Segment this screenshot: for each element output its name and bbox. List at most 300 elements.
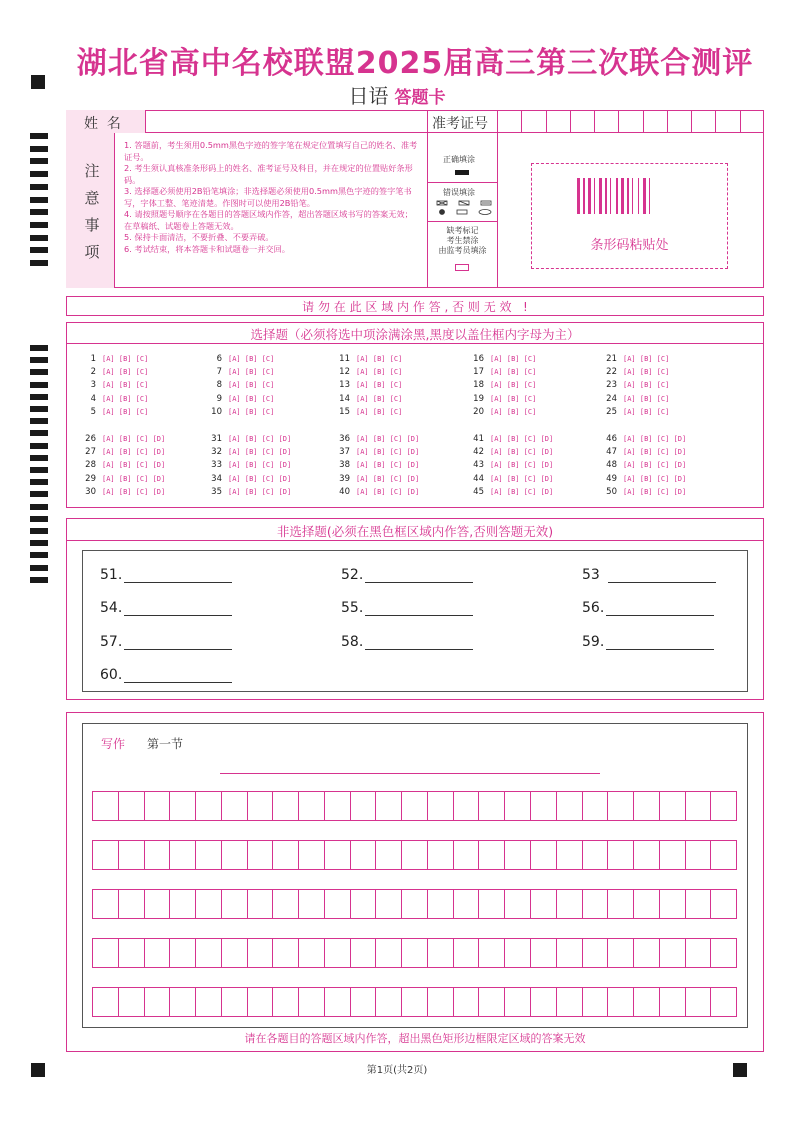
grid-cell[interactable] (454, 890, 480, 918)
grid-cell[interactable] (402, 841, 428, 869)
choice-question[interactable] (82, 460, 165, 470)
grid-cell[interactable] (531, 890, 557, 918)
answer-options[interactable]: [A] [B] [C] (356, 407, 403, 416)
grid-cell[interactable] (454, 988, 480, 1016)
grid-cell[interactable] (351, 841, 377, 869)
ticket-digit-box[interactable] (692, 110, 716, 133)
grid-cell[interactable] (686, 988, 712, 1016)
choice-question[interactable] (336, 367, 402, 377)
answer-options[interactable]: [A] [B] [C] (490, 381, 537, 390)
grid-cell[interactable] (93, 939, 119, 967)
answer-options[interactable]: [A] [B] [C] [D] (623, 487, 687, 496)
choice-question[interactable] (603, 380, 669, 390)
answer-options[interactable]: [A] [B] [C] (228, 355, 275, 363)
grid-cell[interactable] (145, 988, 171, 1016)
fill-item[interactable] (341, 567, 473, 583)
grid-cell[interactable] (196, 988, 222, 1016)
choice-question[interactable] (470, 354, 536, 364)
grid-cell[interactable] (376, 988, 402, 1016)
answer-options[interactable]: [A] [B] [C] (102, 381, 149, 390)
grid-cell[interactable] (557, 841, 583, 869)
answer-options[interactable]: [A] [B] [C] [D] (102, 474, 166, 483)
timing-mark (30, 247, 48, 253)
grid-cell[interactable] (608, 939, 634, 967)
fill-item[interactable] (582, 634, 714, 650)
answer-options[interactable]: [A] [B] [C] (356, 381, 403, 390)
grid-cell[interactable] (479, 988, 505, 1016)
name-field[interactable] (147, 111, 427, 132)
ticket-digit-box[interactable] (716, 110, 740, 133)
grid-cell[interactable] (479, 841, 505, 869)
choice-question[interactable] (603, 354, 669, 364)
grid-cell[interactable] (222, 890, 248, 918)
answer-options[interactable]: [A] [B] [C] (102, 368, 149, 377)
choice-question[interactable] (470, 460, 553, 470)
timing-mark (30, 133, 48, 139)
answer-options[interactable]: [A] [B] [C] [D] (228, 487, 292, 496)
grid-cell[interactable] (428, 792, 454, 820)
choice-question[interactable] (82, 474, 165, 484)
question-number: 21 (606, 354, 617, 364)
question-number: 6 (216, 354, 222, 364)
grid-cell[interactable] (583, 841, 609, 869)
answer-options[interactable]: [A] [B] [C] [D] (228, 435, 292, 443)
fill-item[interactable] (100, 634, 232, 650)
grid-cell[interactable] (299, 939, 325, 967)
choice-question[interactable] (470, 474, 553, 484)
grid-cell[interactable] (145, 841, 171, 869)
timing-mark (30, 406, 48, 412)
question-number: 3 (90, 380, 96, 391)
choice-question[interactable] (603, 407, 669, 417)
timing-mark (30, 171, 48, 177)
grid-cell[interactable] (634, 841, 660, 869)
ticket-digit-box[interactable] (498, 110, 522, 133)
fill-item[interactable] (341, 600, 473, 616)
choice-question[interactable] (603, 487, 686, 497)
grid-cell[interactable] (428, 841, 454, 869)
grid-cell[interactable] (428, 988, 454, 1016)
answer-options[interactable]: [A] [B] [C] (490, 355, 537, 363)
grid-cell[interactable] (119, 939, 145, 967)
absent-checkbox[interactable] (455, 264, 469, 271)
grid-cell[interactable] (454, 841, 480, 869)
grid-cell[interactable] (196, 939, 222, 967)
answer-options[interactable]: [A] [B] [C] [D] (490, 435, 554, 443)
grid-cell[interactable] (119, 841, 145, 869)
choice-question[interactable] (603, 474, 686, 484)
timing-mark (30, 565, 48, 571)
grid-cell[interactable] (531, 939, 557, 967)
grid-cell[interactable] (273, 792, 299, 820)
grid-cell[interactable] (325, 792, 351, 820)
ticket-digit-box[interactable] (522, 110, 546, 133)
question-number: 40 (339, 486, 350, 497)
fill-item-line[interactable] (124, 570, 232, 583)
grid-cell[interactable] (583, 988, 609, 1016)
grid-cell[interactable] (686, 939, 712, 967)
nonchoice-title: 非选择题(必须在黑色框区域内作答,否则答题无效) (276, 524, 554, 539)
choice-question[interactable] (208, 367, 274, 377)
grid-row[interactable] (92, 938, 737, 968)
choice-question[interactable] (82, 380, 148, 390)
ticket-boxes[interactable] (498, 110, 764, 133)
choice-question[interactable] (336, 394, 402, 404)
grid-cell[interactable] (402, 792, 428, 820)
grid-cell[interactable] (505, 988, 531, 1016)
grid-cell[interactable] (222, 988, 248, 1016)
grid-cell[interactable] (686, 792, 712, 820)
choice-question[interactable] (603, 367, 669, 377)
grid-cell[interactable] (660, 890, 686, 918)
notice-label-char: 意 (84, 189, 100, 207)
fill-item-line[interactable] (124, 637, 232, 650)
choice-question[interactable] (603, 447, 686, 457)
grid-cell[interactable] (608, 890, 634, 918)
choice-question[interactable] (470, 367, 536, 377)
grid-cell[interactable] (170, 988, 196, 1016)
grid-cell[interactable] (608, 988, 634, 1016)
grid-cell[interactable] (686, 841, 712, 869)
grid-cell[interactable] (660, 988, 686, 1016)
fill-item-line[interactable] (124, 603, 232, 616)
grid-cell[interactable] (170, 939, 196, 967)
answer-options[interactable]: [A] [B] [C] [D] (228, 448, 292, 457)
grid-cell[interactable] (608, 792, 634, 820)
question-number: 42 (473, 447, 484, 458)
grid-cell[interactable] (428, 939, 454, 967)
choice-question[interactable] (336, 487, 419, 497)
grid-cell[interactable] (505, 792, 531, 820)
grid-cell[interactable] (196, 890, 222, 918)
grid-cell[interactable] (711, 792, 736, 820)
fill-item[interactable] (100, 600, 232, 616)
choice-question[interactable] (336, 407, 402, 417)
ticket-digit-box[interactable] (547, 110, 571, 133)
question-number: 20 (473, 406, 484, 417)
answer-options[interactable]: [A] [B] [C] [D] (623, 448, 687, 457)
fill-item-line[interactable] (365, 570, 473, 583)
grid-cell[interactable] (273, 939, 299, 967)
choice-question[interactable] (208, 460, 291, 470)
ticket-label: 准考证号 (432, 116, 488, 132)
grid-cell[interactable] (273, 988, 299, 1016)
choice-question[interactable] (208, 407, 274, 417)
choice-question[interactable] (208, 380, 274, 390)
grid-cell[interactable] (93, 890, 119, 918)
answer-options[interactable]: [A] [B] [C] [D] (228, 474, 292, 483)
grid-cell[interactable] (93, 841, 119, 869)
answer-options[interactable]: [A] [B] [C] [D] (490, 448, 554, 457)
grid-cell[interactable] (93, 988, 119, 1016)
writing-title-line[interactable] (220, 773, 600, 774)
notice-item: 3. 选择题必须使用2B铅笔填涂；非选择题必须使用0.5mm黑色字迹的签字笔书写，字体工整、笔迹清楚。作图时可以使用2B铅笔。 (124, 186, 412, 208)
grid-cell[interactable] (402, 988, 428, 1016)
grid-cell[interactable] (454, 792, 480, 820)
grid-cell[interactable] (351, 792, 377, 820)
grid-cell[interactable] (299, 792, 325, 820)
grid-cell[interactable] (376, 890, 402, 918)
ticket-digit-box[interactable] (571, 110, 595, 133)
fill-item[interactable] (582, 600, 714, 616)
answer-options[interactable]: [A] [B] [C] (102, 407, 149, 416)
grid-cell[interactable] (145, 890, 171, 918)
fill-item[interactable] (341, 634, 473, 650)
choice-question[interactable] (208, 394, 274, 404)
fill-item-number: 57. (100, 634, 123, 650)
answer-options[interactable]: [A] [B] [C] (490, 368, 537, 377)
grid-cell[interactable] (222, 939, 248, 967)
grid-cell[interactable] (222, 841, 248, 869)
choice-question[interactable] (82, 487, 165, 497)
grid-cell[interactable] (196, 841, 222, 869)
grid-cell[interactable] (325, 890, 351, 918)
fill-item[interactable] (100, 567, 232, 583)
choice-question[interactable] (470, 380, 536, 390)
grid-cell[interactable] (634, 890, 660, 918)
grid-cell[interactable] (557, 890, 583, 918)
grid-row[interactable] (92, 987, 737, 1017)
grid-cell[interactable] (711, 939, 736, 967)
answer-options[interactable]: [A] [B] [C] (356, 368, 403, 377)
ticket-digit-box[interactable] (644, 110, 668, 133)
choice-question[interactable] (470, 447, 553, 457)
answer-options[interactable]: [A] [B] [C] (102, 355, 149, 363)
fill-item-line[interactable] (124, 670, 232, 683)
fill-item-line[interactable] (606, 603, 714, 616)
choice-question[interactable] (82, 407, 148, 417)
grid-cell[interactable] (557, 939, 583, 967)
answer-options[interactable]: [A] [B] [C] (490, 407, 537, 416)
grid-cell[interactable] (376, 939, 402, 967)
choice-question[interactable] (336, 447, 419, 457)
answer-options[interactable]: [A] [B] [C] [D] (102, 448, 166, 457)
grid-cell[interactable] (660, 792, 686, 820)
answer-options[interactable]: [A] [B] [C] [D] (623, 461, 687, 470)
grid-cell[interactable] (351, 939, 377, 967)
question-number: 27 (85, 447, 96, 458)
fill-item-line[interactable] (606, 637, 714, 650)
grid-cell[interactable] (531, 988, 557, 1016)
grid-cell[interactable] (608, 841, 634, 869)
grid-cell[interactable] (686, 890, 712, 918)
choice-question[interactable] (470, 434, 553, 444)
grid-cell[interactable] (505, 939, 531, 967)
grid-cell[interactable] (93, 792, 119, 820)
barcode-bar (621, 178, 624, 214)
fill-item[interactable] (582, 567, 716, 583)
answer-options[interactable]: [A] [B] [C] [D] (356, 474, 420, 483)
grid-row[interactable] (92, 791, 737, 821)
answer-options[interactable]: [A] [B] [C] [D] (490, 474, 554, 483)
grid-cell[interactable] (634, 939, 660, 967)
choice-question[interactable] (208, 487, 291, 497)
answer-options[interactable]: [A] [B] [C] [D] (356, 461, 420, 470)
answer-options[interactable]: [A] [B] [C] (228, 394, 275, 403)
grid-cell[interactable] (531, 792, 557, 820)
notice-label-char: 事 (84, 216, 100, 234)
grid-cell[interactable] (351, 890, 377, 918)
answer-options[interactable]: [A] [B] [C] (228, 368, 275, 377)
grid-cell[interactable] (170, 890, 196, 918)
grid-cell[interactable] (325, 939, 351, 967)
answer-options[interactable]: [A] [B] [C] [D] (490, 461, 554, 470)
question-number: 25 (606, 406, 617, 417)
answer-options[interactable]: [A] [B] [C] (623, 381, 670, 390)
barcode-bar (599, 178, 602, 214)
grid-cell[interactable] (119, 792, 145, 820)
grid-cell[interactable] (479, 792, 505, 820)
grid-cell[interactable] (170, 841, 196, 869)
choice-question[interactable] (82, 367, 148, 377)
grid-cell[interactable] (376, 841, 402, 869)
grid-cell[interactable] (634, 792, 660, 820)
question-number: 50 (606, 486, 617, 497)
choice-question[interactable] (336, 460, 419, 470)
grid-cell[interactable] (583, 890, 609, 918)
notice-label-char: 注 (84, 162, 100, 180)
grid-cell[interactable] (196, 792, 222, 820)
choice-question[interactable] (208, 447, 291, 457)
answer-options[interactable]: [A] [B] [C] [D] (356, 487, 420, 496)
answer-options[interactable]: [A] [B] [C] [D] (102, 487, 166, 496)
grid-cell[interactable] (222, 792, 248, 820)
grid-cell[interactable] (145, 939, 171, 967)
answer-options[interactable]: [A] [B] [C] (623, 407, 670, 416)
grid-cell[interactable] (557, 792, 583, 820)
grid-cell[interactable] (248, 890, 274, 918)
grid-cell[interactable] (273, 841, 299, 869)
answer-options[interactable]: [A] [B] [C] [D] (490, 487, 554, 496)
grid-cell[interactable] (479, 939, 505, 967)
timing-mark (30, 146, 48, 152)
notice-item: 4. 请按照题号顺序在各题目的答题区域内作答，超出答题区域书写的答案无效；在草稿纸、试题卷上答题无效。 (124, 209, 413, 231)
grid-cell[interactable] (454, 939, 480, 967)
choice-question[interactable] (82, 447, 165, 457)
grid-cell[interactable] (505, 890, 531, 918)
grid-cell[interactable] (711, 841, 736, 869)
choice-question[interactable] (336, 434, 419, 444)
answer-options[interactable]: [A] [B] [C] (623, 355, 670, 363)
grid-cell[interactable] (428, 890, 454, 918)
fill-item-line[interactable] (365, 603, 473, 616)
grid-cell[interactable] (273, 890, 299, 918)
ticket-digit-box[interactable] (619, 110, 643, 133)
grid-row[interactable] (92, 889, 737, 919)
answer-options[interactable]: [A] [B] [C] (623, 394, 670, 403)
answer-options[interactable]: [A] [B] [C] [D] (102, 435, 166, 443)
question-number: 22 (606, 367, 617, 378)
grid-row[interactable] (92, 840, 737, 870)
choice-question[interactable] (603, 460, 686, 470)
answer-options[interactable]: [A] [B] [C] [D] (228, 461, 292, 470)
ticket-digit-box[interactable] (741, 110, 764, 133)
grid-cell[interactable] (376, 792, 402, 820)
grid-cell[interactable] (660, 939, 686, 967)
question-number: 4 (90, 393, 96, 404)
choice-question[interactable] (470, 487, 553, 497)
answer-options[interactable]: [A] [B] [C] (102, 394, 149, 403)
answer-options[interactable]: [A] [B] [C] (490, 394, 537, 403)
grid-cell[interactable] (248, 841, 274, 869)
grid-cell[interactable] (634, 988, 660, 1016)
question-number: 35 (211, 486, 222, 497)
grid-cell[interactable] (299, 890, 325, 918)
grid-cell[interactable] (248, 939, 274, 967)
grid-cell[interactable] (711, 988, 736, 1016)
barcode-bar (605, 178, 607, 214)
barcode-bar (583, 178, 585, 214)
answer-options[interactable]: [A] [B] [C] [D] (356, 448, 420, 457)
grid-cell[interactable] (248, 792, 274, 820)
fill-item-line[interactable] (608, 570, 716, 583)
question-number: 49 (606, 473, 617, 484)
grid-cell[interactable] (531, 841, 557, 869)
grid-cell[interactable] (119, 988, 145, 1016)
grid-cell[interactable] (299, 988, 325, 1016)
choice-question[interactable] (470, 394, 536, 404)
choice-question[interactable] (82, 394, 148, 404)
choice-question[interactable] (82, 434, 165, 444)
fill-item-line[interactable] (365, 637, 473, 650)
choice-question[interactable] (208, 434, 291, 444)
answer-options[interactable]: [A] [B] [C] (228, 381, 275, 390)
grid-cell[interactable] (402, 890, 428, 918)
ticket-digit-box[interactable] (595, 110, 619, 133)
fill-item[interactable] (100, 667, 232, 683)
grid-cell[interactable] (505, 841, 531, 869)
grid-cell[interactable] (660, 841, 686, 869)
answer-options[interactable]: [A] [B] [C] [D] (623, 435, 687, 443)
grid-cell[interactable] (479, 890, 505, 918)
grid-cell[interactable] (325, 841, 351, 869)
grid-cell[interactable] (583, 939, 609, 967)
choice-question[interactable] (336, 354, 402, 364)
choice-question[interactable] (336, 474, 419, 484)
answer-options[interactable]: [A] [B] [C] [D] (356, 435, 420, 443)
grid-cell[interactable] (145, 792, 171, 820)
grid-cell[interactable] (299, 841, 325, 869)
question-number: 47 (606, 447, 617, 458)
answer-options[interactable]: [A] [B] [C] [D] (623, 474, 687, 483)
answer-options[interactable]: [A] [B] [C] (356, 394, 403, 403)
answer-options[interactable]: [A] [B] [C] (228, 407, 275, 416)
grid-cell[interactable] (170, 792, 196, 820)
answer-options[interactable]: [A] [B] [C] (356, 355, 403, 363)
notice-item: 1. 答题前，考生须用0.5mm黑色字迹的签字笔在规定位置填写自己的姓名、准考证号。 (124, 140, 418, 162)
grid-cell[interactable] (119, 890, 145, 918)
choice-question[interactable] (336, 380, 402, 390)
choice-question[interactable] (603, 434, 686, 444)
grid-cell[interactable] (402, 939, 428, 967)
timing-mark (30, 369, 48, 375)
answer-options[interactable]: [A] [B] [C] [D] (102, 461, 166, 470)
timing-mark (30, 260, 48, 266)
grid-cell[interactable] (325, 988, 351, 1016)
choice-question[interactable] (470, 407, 536, 417)
grid-cell[interactable] (583, 792, 609, 820)
choice-question[interactable] (208, 474, 291, 484)
grid-cell[interactable] (711, 890, 736, 918)
grid-cell[interactable] (351, 988, 377, 1016)
choice-question[interactable] (208, 354, 274, 364)
grid-cell[interactable] (557, 988, 583, 1016)
ticket-digit-box[interactable] (668, 110, 692, 133)
choice-question[interactable] (82, 354, 148, 364)
choice-question[interactable] (603, 394, 669, 404)
grid-cell[interactable] (248, 988, 274, 1016)
answer-options[interactable]: [A] [B] [C] (623, 368, 670, 377)
